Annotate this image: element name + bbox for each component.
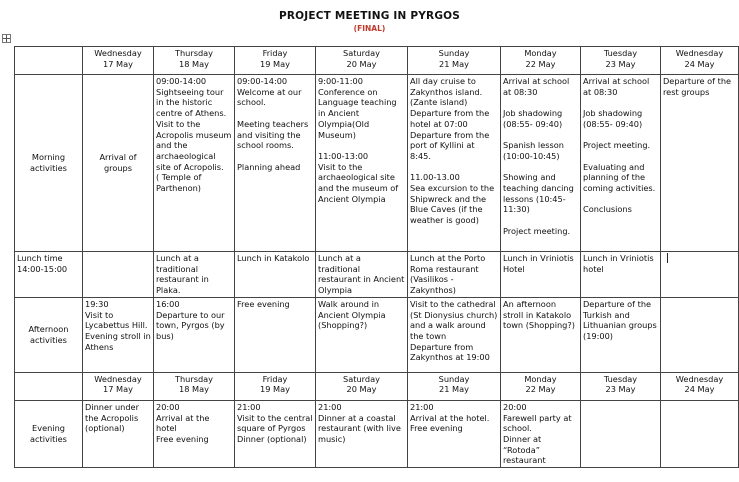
lunch-row [15,252,739,298]
day-date: 19 May [260,58,290,69]
day-date: 23 May [605,384,636,395]
cell-line: Dinner at [503,433,542,444]
evening-cell-thu18 [154,400,235,467]
day-header [581,47,661,75]
evening-row [15,400,739,467]
afternoon-cell-fri19 [235,297,316,372]
cell-line: 21:00 [237,401,261,412]
cell-line: Arrival at school at 08:30 [503,76,570,97]
day-header [501,372,581,400]
document-title: PROJECT MEETING IN PYRGOS [278,10,461,22]
day-header-row-repeat [15,372,739,400]
row-label-afternoon: Afternoon activities [15,297,83,372]
day-header [661,47,739,75]
cell-line: Departure from the hotel at 07:00 [410,108,490,129]
afternoon-cell-sat20 [316,297,408,372]
cell-line: Visit to the cathedral (St Dionysius church) and a walk around the town [410,298,498,341]
day-date: 22 May [525,384,556,395]
cell-line: Evaluating and planning of the coming activities. [583,161,656,193]
day-header [316,372,408,400]
cell-line: 9:00-11:00 [318,76,363,86]
day-header [235,372,316,400]
day-date: 18 May [179,58,209,69]
day-date: 23 May [605,58,636,69]
day-name: Sunday [438,48,470,58]
day-name: Wednesday [94,48,142,58]
cell-line: Sightseeing tour in the historic centre of Athens. [156,86,227,119]
cell-line: Evening stroll in Athens [85,330,151,352]
day-date: 21 May [439,384,469,395]
evening-cell-sun21 [408,400,501,467]
cell-line: 20:00 [503,401,527,412]
cell-line: Dinner (optional) [237,433,307,444]
cell-line: Visit to the archaeological site and the museum of Ancient Olympia [318,161,399,204]
cell-line: Arrival at school at 08:30 [583,76,650,97]
day-date: 24 May [684,58,715,69]
header-corner-cell [15,372,83,400]
cell-gap [410,162,498,173]
cell-gap [237,108,313,119]
cell-gap [237,151,313,162]
cell-line: Planning ahead [237,161,301,172]
evening-cell-wed17 [83,400,154,467]
cell-line: Project meeting. [583,140,651,151]
cell-line: Visit to the Acropolis museum and the archaeological site of Acropolis. [156,118,232,172]
lunch-cell-wed24 [661,252,739,298]
afternoon-cell-sun21 [408,297,501,372]
morning-cell-sat20 [316,75,408,252]
cell-line: Departure from Zakynthos at 19:00 [410,341,490,363]
day-date: 17 May [103,384,133,395]
morning-cell-sun21 [408,75,501,252]
day-date: 20 May [346,384,377,395]
cell-gap [503,215,578,226]
cell-line: Departure from the port of Kyllini at 8:45. [410,129,490,161]
text-cursor [667,253,668,263]
row-label-morning: Morning activities [15,75,83,252]
cell-line: Arrival of groups [99,152,137,173]
cell-line: Spanish lesson (10:00-10:45) [503,140,564,161]
day-header-row [15,47,739,75]
lunch-cell-sun21: Lunch at the Porto Roma restaurant (Vasilikos - Zakynthos) [408,252,501,298]
cell-line: Project meeting. [503,225,571,236]
day-header [154,372,235,400]
afternoon-cell-wed17 [83,297,154,372]
day-name: Wednesday [675,48,724,58]
cell-line: Departure to our town, Pyrgos (by bus) [156,309,225,341]
day-header [408,372,501,400]
morning-cell-tue23 [581,75,661,252]
schedule-table [14,46,739,468]
day-date: 22 May [525,58,556,69]
cell-line: An afternoon stroll in Katakolo town (Shopping?) [503,298,575,331]
cell-line: Free evening [156,433,209,444]
cell-line: Job shadowing (08:55- 09:40) [583,108,643,129]
lunch-cell-wed17 [83,252,154,298]
morning-cell-wed17 [83,75,154,252]
day-name: Saturday [343,373,380,384]
cell-line: 21:00 [318,401,342,412]
cell-line: Lunch in Vriniotis hotel [583,253,654,274]
cell-line: 21:00 [410,401,434,412]
evening-cell-sat20 [316,400,408,467]
cell-line: Conference on Language teaching in Ancient Olympia(Old Museum) [318,86,397,140]
cell-line: ( Temple of Parthenon) [156,172,202,194]
cell-line: Meeting teachers and visiting the school rooms. [237,118,309,151]
cell-line: Arrival at the hotel [156,412,210,434]
day-name: Thursday [174,48,214,58]
day-header [235,47,316,75]
cell-line: 11.00-13.00 [410,172,460,183]
cell-line: Dinner under the Acropolis (optional) [85,401,139,434]
day-header [661,372,739,400]
cell-gap [583,130,658,141]
day-name: Thursday [174,373,214,384]
row-label-lunch: Lunch time 14:00-15:00 [15,252,83,298]
day-header [581,372,661,400]
cell-line: 19:30 [85,298,109,309]
cell-gap [503,97,578,108]
cell-line: Visit to the central square of Pyrgos [237,412,313,434]
cell-line: “Rotoda” restaurant [503,444,546,466]
lunch-cell-sat20: Lunch at a traditional restaurant in Ancient Olympia [316,252,408,298]
lunch-cell-tue23 [581,252,661,298]
cell-line: Farewell party at school. [503,412,572,434]
cell-line: Departure of the rest groups [663,76,732,97]
cell-line: Free evening [410,423,463,434]
day-name: Monday [524,373,557,384]
day-header [83,372,154,400]
day-header [501,47,581,75]
lunch-cell-mon22: Lunch in Vriniotis Hotel [501,252,581,298]
day-date: 17 May [103,58,133,69]
lunch-cell-fri19: Lunch in Katakolo [235,252,316,298]
cell-line: Departure of the Turkish and Lithuanian groups (19:00) [583,298,657,341]
cell-line: Showing and teaching dancing lessons (10:45- 11:30) [503,172,574,215]
cell-line: 09:00-14:00 [156,76,207,86]
cell-gap [583,194,658,205]
morning-cell-wed24 [661,75,739,252]
cell-line: Free evening [237,298,290,309]
cell-line: Walk around in Ancient Olympia (Shopping?) [318,298,386,331]
day-name: Wednesday [675,373,724,384]
table-move-handle-icon[interactable] [2,34,11,43]
cell-line: Arrival at the hotel. [410,412,490,423]
cell-line: Job shadowing (08:55- 09:40) [503,108,563,129]
day-header [408,47,501,75]
day-name: Tuesday [603,373,638,384]
day-name: Saturday [343,48,380,58]
afternoon-cell-mon22 [501,297,581,372]
cell-gap [503,162,578,173]
morning-cell-thu18 [154,75,235,252]
evening-cell-fri19 [235,400,316,467]
cell-gap [318,140,405,151]
lunch-cell-thu18: Lunch at a traditional restaurant in Plaka. [154,252,235,298]
afternoon-cell-tue23 [581,297,661,372]
cell-gap [583,151,658,162]
cell-gap [503,130,578,141]
day-header [316,47,408,75]
header-corner-cell [15,47,83,75]
cell-line: 09:00-14:00 [237,76,288,86]
day-header [83,47,154,75]
day-name: Tuesday [603,48,638,58]
cell-gap [583,97,658,108]
morning-cell-fri19 [235,75,316,252]
afternoon-cell-wed24 [661,297,739,372]
evening-cell-wed24 [661,400,739,467]
morning-cell-mon22 [501,75,581,252]
day-date: 20 May [346,58,377,69]
evening-cell-tue23 [581,400,661,467]
cell-line: Visit to Lycabettus Hill. [85,309,148,331]
afternoon-row [15,297,739,372]
document-subtitle: (FINAL) [353,24,386,33]
day-date: 24 May [684,384,715,395]
day-name: Monday [524,48,557,58]
cell-line: Welcome at our school. [237,86,302,108]
cell-line: Dinner at a coastal restaurant (with live music) [318,412,401,444]
row-label-evening: Evening activities [15,400,83,467]
day-header [154,47,235,75]
morning-row [15,75,739,252]
day-name: Wednesday [94,373,142,384]
cell-line: 16:00 [156,298,180,309]
cell-line: All day cruise to Zakynthos island. (Zante island) [410,76,483,108]
cell-line: 11:00-13:00 [318,150,369,161]
day-date: 21 May [439,58,469,69]
day-name: Friday [262,373,288,384]
cell-line: Conclusions [583,204,632,215]
afternoon-cell-thu18 [154,297,235,372]
cell-line: 20:00 [156,401,180,412]
cell-line: Sea excursion to the Shipwreck and the Blue Caves (if the weather is good) [410,183,495,226]
day-date: 18 May [179,384,209,395]
day-name: Friday [262,48,288,58]
evening-cell-mon22 [501,400,581,467]
day-date: 19 May [260,384,290,395]
day-name: Sunday [438,373,470,384]
